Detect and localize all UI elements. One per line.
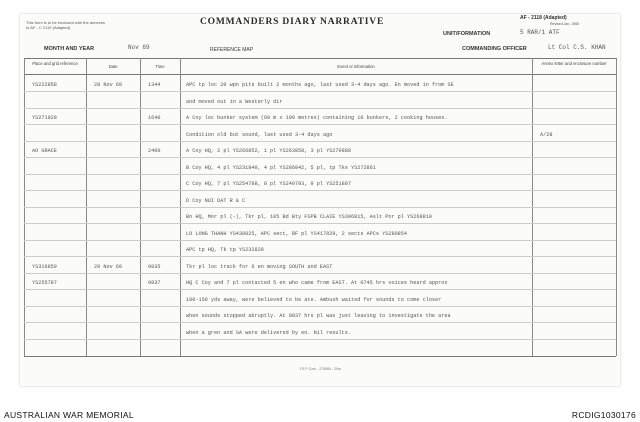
entry-event: when sounds stopped abruptly. At 0837 hrs pl was just leaving to investigate the area (186, 313, 451, 319)
table-top-border (24, 58, 616, 59)
co-label: COMMANDING OFFICER (462, 46, 527, 52)
row-rule (24, 124, 616, 125)
month-value: Nov 69 (128, 44, 150, 51)
unit-label: UNIT/FORMATION (443, 31, 491, 37)
entry-event: Bn HQ, Mor pl (-), Tkr pl, 105 Bd Bty FSPB CLAIE YS306815, Aslt Pnr pl YS268810 (186, 214, 432, 220)
entry-date: 29 Nov 69 (94, 263, 123, 270)
entry-annex: A/28 (540, 131, 553, 138)
col-header-annex: Annex letter and enclosure number (541, 61, 607, 66)
diary-table (24, 58, 616, 356)
entry-time: 0837 (148, 280, 161, 286)
entry-event: A Coy loc bunker system (60 m x 100 metres) containing 10 bunkers, 2 cooking houses. (186, 115, 448, 121)
row-rule (24, 91, 616, 92)
row-rule (24, 190, 616, 191)
col-divider (616, 58, 617, 356)
col-header-time: Time (155, 64, 165, 69)
row-rule (24, 339, 616, 340)
entry-time: 1640 (148, 115, 161, 121)
row-rule (24, 289, 616, 290)
entry-event: HQ C Coy and 7 pl contacted 5 en who came from EAST. At 0745 hrs voices heard approx (186, 280, 448, 286)
row-rule (24, 273, 616, 274)
col-header-event: Event or information (337, 64, 375, 69)
header-bottom-border (24, 74, 616, 75)
entry-place: YS271928 (32, 115, 57, 121)
form-instruction: This form is to be enclosed with the annexes to AF - C 2119 (Adapted). (26, 20, 105, 30)
row-rule (24, 207, 616, 208)
entry-time: 1344 (148, 82, 161, 88)
revised-date: Revised Jan, 1965 (550, 22, 579, 26)
entry-event: Condition old but sound, last used 3-4 days ago (186, 131, 333, 138)
entry-event: A Coy HQ, 2 pl YS266852, 1 pl YS263858, 3 pl YS270888 (186, 148, 351, 154)
row-rule (24, 157, 616, 158)
row-rule (24, 322, 616, 323)
row-rule (24, 223, 616, 224)
entry-event: 100-150 yds away, were believed to be ate. Ambush waited for sounds to come closer (186, 296, 442, 303)
page-title: COMMANDERS DIARY NARRATIVE (200, 17, 385, 27)
entry-event: when a gren and SA were delivered by en. Nil results. (186, 329, 351, 336)
row-rule (24, 141, 616, 142)
entry-place: YS222858 (32, 82, 57, 88)
entry-place: YS255787 (32, 280, 57, 286)
col-header-date: Date (108, 64, 118, 69)
row-rule (24, 174, 616, 175)
entry-event: B Coy HQ, 4 pl YS231840, 4 pl YS286842, 5 pl, tp Tks YS272861 (186, 164, 376, 171)
entry-place: AO GRACE (32, 148, 57, 154)
footer-record-id: RCDIG1030176 (571, 410, 636, 420)
col-header-place: Place and grid reference (32, 61, 78, 66)
entry-event: D Coy NUI DAT R & C (186, 197, 246, 204)
month-label: MONTH AND YEAR (44, 46, 95, 52)
entry-event: Tkr pl loc track for 6 en moving SOUTH and EAST (186, 263, 333, 270)
unit-value: 5 RAR/1 ATF (520, 29, 560, 36)
entry-event: C Coy HQ, 7 pl YS254788, 8 pl YS240793, 9 pl YS251807 (186, 181, 351, 187)
entry-event: APC tp HQ, Tk tp YS232828 (186, 247, 264, 253)
entry-time: 0835 (148, 263, 161, 270)
refmap-label: REFERENCE MAP (210, 47, 254, 53)
entry-event: APC tp loc 20 wpn pits built 2 months ago, last used 3-4 days ago. En moved in from SE (186, 82, 454, 88)
co-value: Lt Col C.S. KHAN (548, 44, 606, 51)
entry-date: 28 Nov 69 (94, 82, 123, 88)
row-rule (24, 306, 616, 307)
row-rule (24, 240, 616, 241)
row-rule (24, 256, 616, 257)
form-id: AF - 2118 (Adapted) (520, 15, 567, 21)
entry-time: 2400 (148, 148, 161, 154)
entry-event: LO LONG THANH YS430825, APC sect, RF pl YS417829, 2 sects APCs YS280854 (186, 230, 408, 237)
printer-imprint: 1 R P Com - 27/8/65 - 25m (299, 367, 341, 371)
table-bottom-border (24, 356, 616, 357)
entry-event: and moved out in a Westerly dir (186, 98, 283, 105)
entry-place: YS316859 (32, 263, 57, 270)
row-rule (24, 108, 616, 109)
footer-institution: AUSTRALIAN WAR MEMORIAL (4, 410, 134, 420)
